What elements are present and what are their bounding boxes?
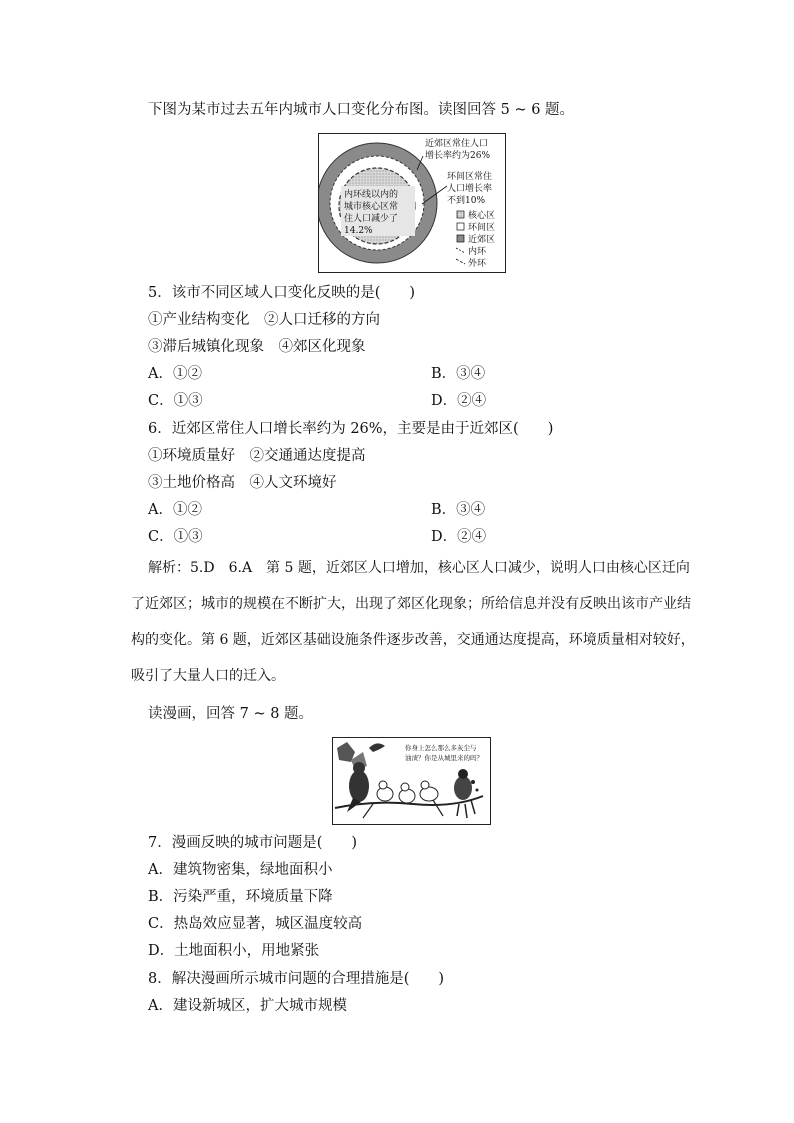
q5-choice-b[interactable]: B．③④: [431, 366, 486, 382]
core-label-2: 城市核心区常: [344, 202, 399, 212]
analysis-line-3: 构的变化。第 6 题，近郊区基础设施条件逐步改善，交通通达度提高，环境质量相对较好，: [131, 632, 695, 648]
q5-choice-c[interactable]: C．①③: [148, 393, 203, 409]
birds-cartoon: [332, 737, 491, 825]
legend-suburb: 近郊区: [468, 235, 496, 245]
q6-options-2: ③土地价格高 ④人文环境好: [148, 475, 337, 491]
q5-options-1: ①产业结构变化 ②人口迁移的方向: [148, 312, 380, 328]
q6-choice-c[interactable]: C．①③: [148, 529, 203, 545]
svg-text:环间区常住 人口增长率 不到10%: [447, 170, 495, 206]
q7-choice-a[interactable]: A．建筑物密集，绿地面积小: [148, 862, 333, 878]
q6-choice-b[interactable]: B．③④: [431, 502, 486, 518]
suburb-label-2: 增长率约为26%: [425, 151, 491, 161]
q5-stem: 5．该市不同区域人口变化反映的是( ): [148, 285, 416, 301]
q6-options-1: ①环境质量好 ②交通通达度提高: [148, 448, 366, 464]
q7-choice-b[interactable]: B．污染严重，环境质量下降: [148, 889, 333, 905]
q6-choice-a[interactable]: A．①②: [148, 502, 202, 518]
legend-outer-ring: 外环: [468, 259, 487, 269]
speech-line-2: 油渍？你是从城里来的吗？: [405, 754, 483, 762]
core-label-1: 内环线以内的: [344, 190, 399, 200]
population-change-figure: [318, 133, 506, 273]
core-label-4: 14.2%: [344, 226, 373, 236]
intro-q5-6: 下图为某市过去五年内城市人口变化分布图。读图回答 5 ~ 6 题。: [148, 102, 575, 118]
q5-choice-d[interactable]: D．②④: [431, 393, 487, 409]
q7-choice-c[interactable]: C．热岛效应显著，城区温度较高: [148, 916, 363, 932]
speech-line-1: 你身上怎么那么多灰尘与: [405, 744, 477, 752]
core-label-3: 住人口减少了: [344, 214, 399, 224]
intro-q7-8: 读漫画，回答 7 ~ 8 题。: [148, 706, 314, 722]
svg-text:核心区 环间区 近郊区: [468, 209, 498, 269]
q8-choice-a[interactable]: A．建设新城区，扩大城市规模: [148, 998, 347, 1014]
q7-stem: 7．漫画反映的城市问题是( ): [148, 835, 358, 851]
suburb-label-1: 近郊区常住人口: [425, 139, 489, 149]
ring-label-1: 环间区常住: [447, 172, 493, 182]
ring-label-3: 不到10%: [447, 196, 486, 206]
q5-options-2: ③滞后城镇化现象 ④郊区化现象: [148, 339, 366, 355]
q5-choice-a[interactable]: A．①②: [148, 366, 202, 382]
q8-stem: 8．解决漫画所示城市问题的合理措施是( ): [148, 971, 445, 987]
analysis-line-2: 了近郊区；城市的规模在不断扩大，出现了郊区化现象；所给信息并没有反映出该市产业结: [131, 596, 691, 612]
svg-text:你身上怎么那么多灰尘与 油渍？你是从城里来的吗？: [405, 743, 483, 762]
legend-core: 核心区: [468, 211, 496, 221]
analysis-line-1: 解析：5.D 6.A 第 5 题，近郊区人口增加，核心区人口减少，说明人口由核心区迁向: [148, 560, 690, 576]
q6-choice-d[interactable]: D．②④: [431, 529, 487, 545]
q7-choice-d[interactable]: D．土地面积小，用地紧张: [148, 943, 320, 959]
analysis-line-4: 吸引了大量人口的迁入。: [131, 668, 285, 684]
legend-between: 环间区: [468, 223, 496, 233]
q6-stem: 6．近郊区常住人口增长率约为 26%，主要是由于近郊区( ): [148, 421, 554, 437]
ring-label-2: 人口增长率: [447, 184, 493, 194]
legend-inner-ring: 内环: [468, 247, 487, 257]
